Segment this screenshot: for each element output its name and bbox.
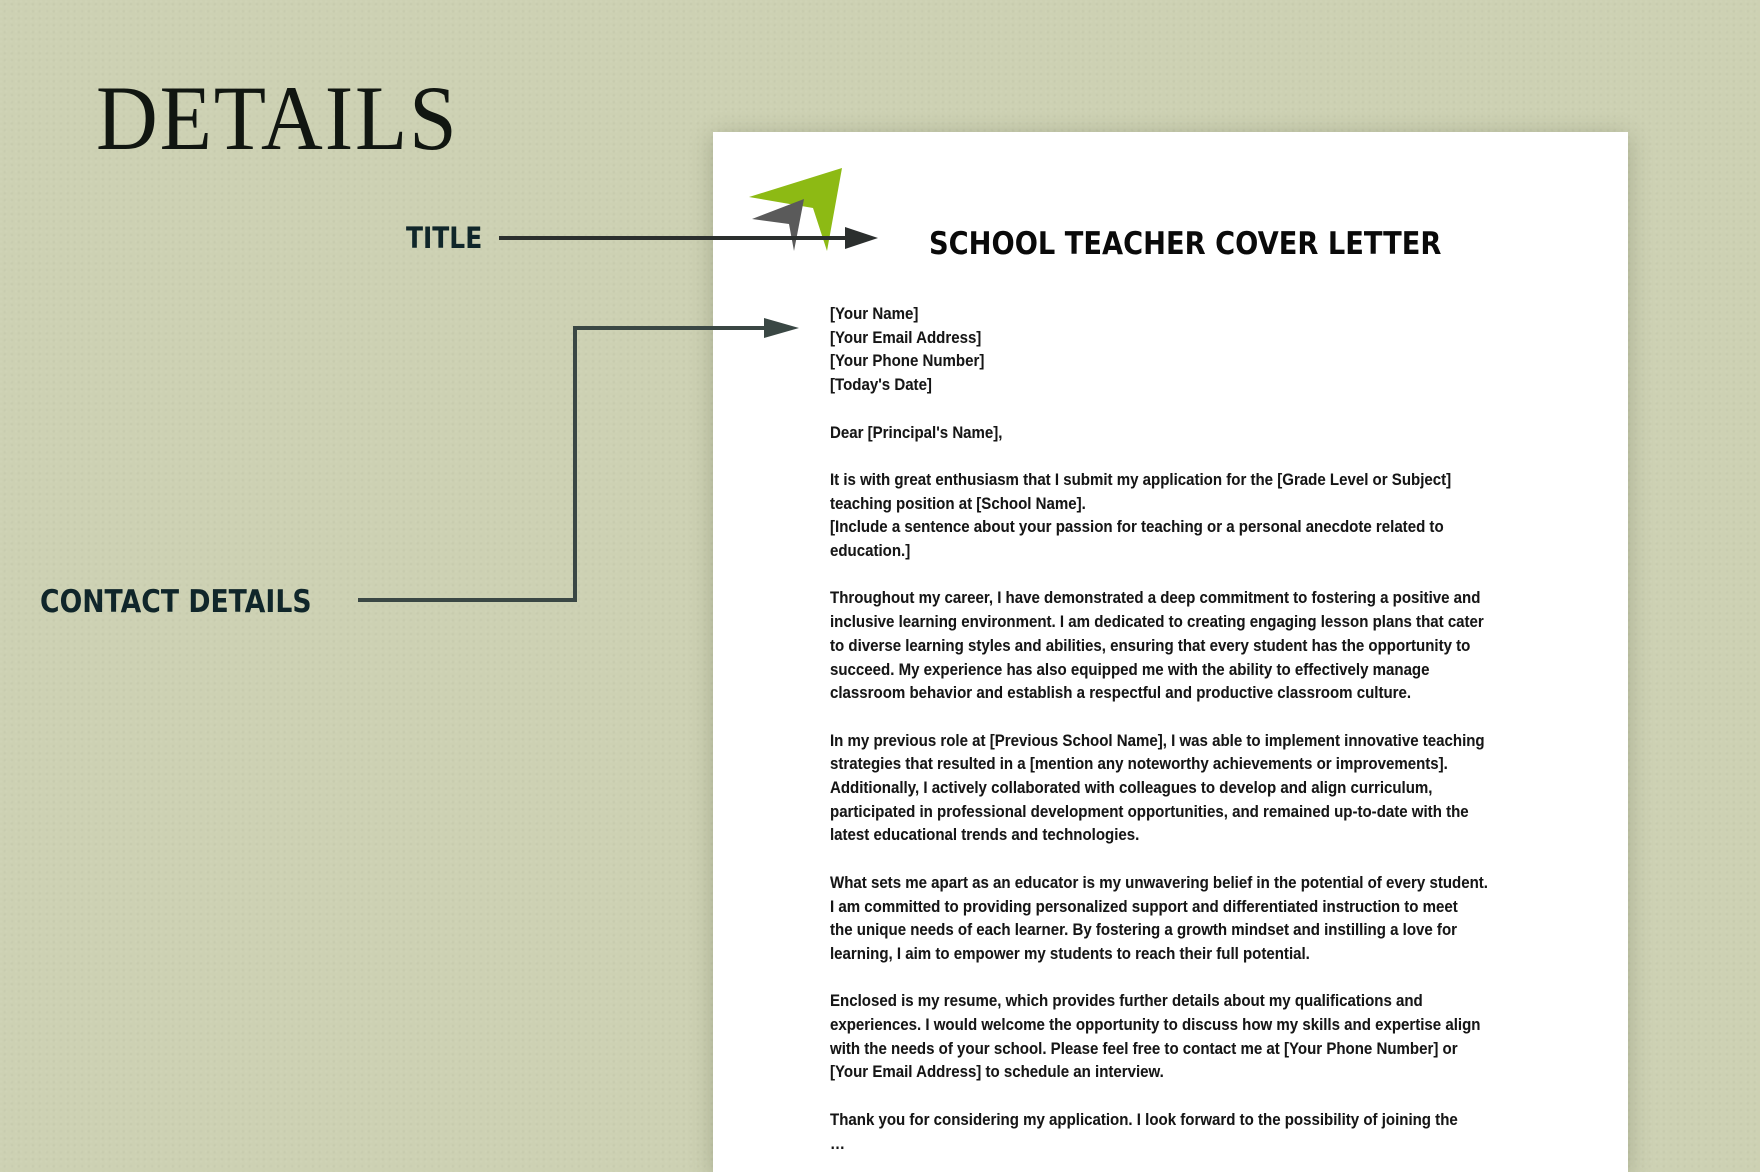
paragraph-line: latest educational trends and technologies. [830,825,1140,845]
paragraph-line: classroom behavior and establish a respectful and productive classroom culture. [830,683,1412,703]
salutation: Dear [Principal's Name], [830,422,1003,442]
paragraph-line: Enclosed is my resume, which provides further details about my qualifications and [830,991,1423,1011]
paragraph-line: the unique needs of each learner. By fostering a growth mindset and instilling a love for [830,920,1457,940]
callout-label-title: TITLE [406,221,483,255]
contact-phone: [Your Phone Number] [830,351,985,371]
paragraph-line: inclusive learning environment. I am dedicated to creating engaging lesson plans that cater [830,612,1484,632]
contact-date: [Today's Date] [830,375,932,395]
contact-name: [Your Name] [830,304,919,323]
paragraph-line: teaching position at [School Name]. [830,493,1086,513]
paragraph-line: education.] [830,541,911,560]
paragraph-line: It is with great enthusiasm that I submit my application for the [Grade Level or Subject] [830,469,1452,489]
paragraph-line: [Your Email Address] to schedule an interview. [830,1062,1164,1082]
contact-details-block [830,302,1590,397]
paragraph-line: [Include a sentence about your passion for teaching or a personal anecdote related to [830,517,1444,537]
document-page [713,132,1628,1172]
paragraph-line: Thank you for considering my application. I look forward to the possibility of joining the [830,1109,1458,1129]
paragraph-line: succeed. My experience has also equipped me with the ability to effectively manage [830,659,1430,679]
callout-label-contact-details: CONTACT DETAILS [40,584,312,620]
paragraph-resume [830,989,1590,1084]
letter-body [830,302,1590,1155]
page-heading: DETAILS [96,67,459,169]
paragraph-line: experiences. I would welcome the opportunity to discuss how my skills and expertise align [830,1015,1481,1034]
logo-gray-chevron [752,199,804,251]
paragraph-line: In my previous role at [Previous School Name], I was able to implement innovative teaching [830,730,1485,750]
contact-email: [Your Email Address] [830,327,982,347]
paragraph-line: participated in professional development opportunities, and remained up-to-date with the [830,801,1469,821]
paragraph-line: Throughout my career, I have demonstrated a deep commitment to fostering a positive and [830,588,1481,608]
paragraph-line: with the needs of your school. Please feel free to contact me at [Your Phone Number] or [830,1038,1458,1058]
paragraph-line: learning, I aim to empower my students to reach their full potential. [830,943,1310,963]
paragraph-line: to diverse learning styles and abilities, ensuring that every student has the opportunity to [830,635,1471,655]
document-title: SCHOOL TEACHER COVER LETTER [929,226,1442,262]
paragraph-previous-role [830,729,1590,848]
paragraph-line-clipped: … [830,1133,846,1153]
paragraph-commitment [830,586,1590,705]
paragraph-intro [830,468,1590,563]
paragraph-closing [830,1108,1590,1155]
paragraph-line: Additionally, I actively collaborated with colleagues to develop and align curriculum, [830,778,1433,797]
paragraph-educator-belief [830,871,1590,966]
paragraph-line: strategies that resulted in a [mention any noteworthy achievements or improvements]. [830,754,1448,774]
paragraph-line: I am committed to providing personalized support and differentiated instruction to meet [830,896,1458,916]
logo-icon [749,168,849,258]
paragraph-line: What sets me apart as an educator is my unwavering belief in the potential of every student. [830,872,1488,892]
